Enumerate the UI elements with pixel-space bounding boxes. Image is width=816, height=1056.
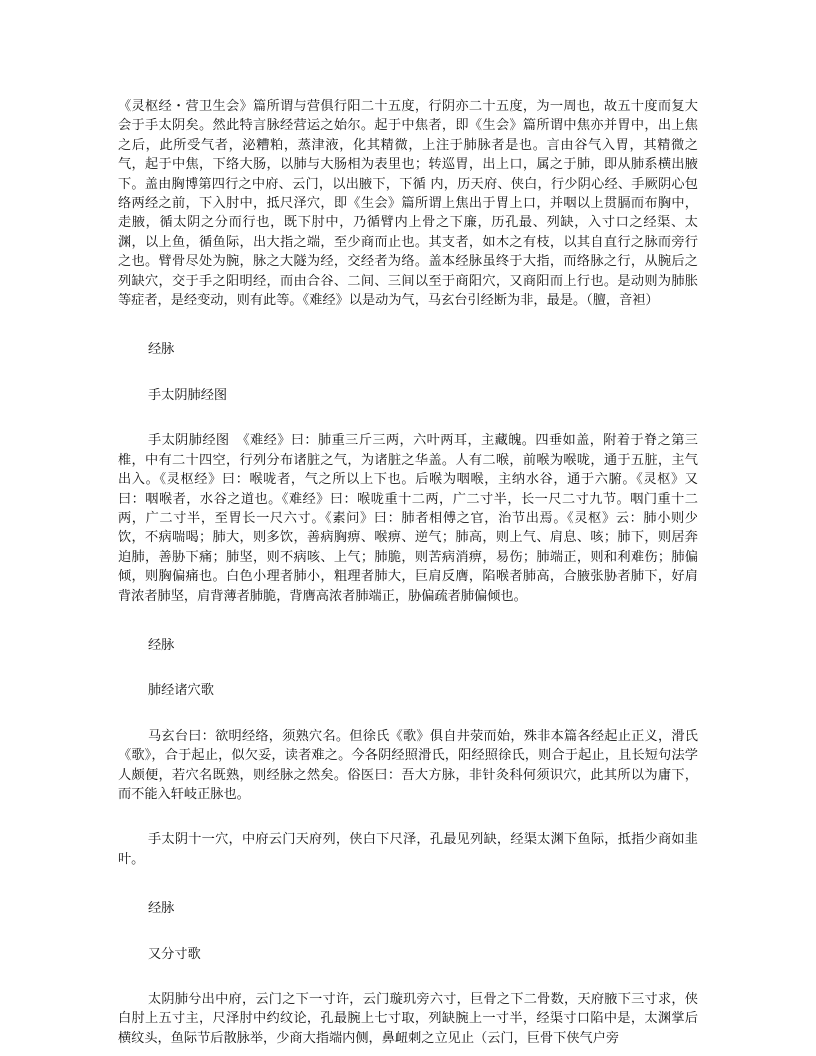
section-heading-measurement-song: 又分寸歌 — [148, 946, 201, 962]
section-heading-acupoint-song: 肺经诸穴歌 — [148, 683, 214, 699]
paragraph-eleven-points: 手太阴十一穴，中府云门天府列，侠白下尺泽，孔最见列缺，经渠太渊下鱼际，抵指少商如韭叶。 — [118, 832, 698, 867]
paragraph-lung-meridian: 手太阴肺经图 《难经》曰：肺重三斤三两，六叶两耳，主藏魄。四垂如盖，附着于脊之第三椎，中有二十四空，行列分布诸脏之气，为诸脏之华盖。人有二喉，前喉为喉咙，通于五脏，主气出入。《灵枢经》曰：喉咙者，气之所以上下也。后喉为咽喉，主纳水谷，通于六腑。《灵枢》又曰：咽喉者，水谷之道也。《难经》曰：喉咙重十二两，广二寸半，长一尺二寸九节。咽门重十二两，广二寸半，至胃长一尺六寸。《素问》曰：肺者相傅之官，治节出焉。《灵枢》云：肺小则少饮，不病喘喝；肺大，则多饮，善病胸痹、喉痹、逆气；肺高，则上气、肩息、咳；肺下，则居奔迫肺，善胁下痛；肺坚，则不病咳、上气；肺脆，则苦病消痹，易伤；肺端正，则和利难伤；肺偏倾，则胸偏痛也。白色小理者肺小，粗理者肺大，巨肩反膺，陷喉者肺高，合腋张胁者肺下，好肩背浓者肺坚，肩背薄者肺脆，背膺高浓者肺端正，胁偏疏者肺偏倾也。 — [118, 433, 698, 604]
section-heading-jingmai-1: 经脉 — [148, 342, 175, 358]
section-heading-jingmai-3: 经脉 — [148, 901, 175, 917]
paragraph-measurement-song: 太阴肺兮出中府，云门之下一寸许，云门璇玑旁六寸，巨骨之下二骨数，天府腋下三寸求，侠白肘上五寸主，尺泽肘中约纹论，孔最腕上七寸取，列缺腕上一寸半，经渠寸口陷中是，太渊掌后横纹头，鱼际节后散脉举，少商大指端内侧，鼻衄刺之立见止（云门，巨骨下侠气户旁 — [118, 992, 698, 1046]
section-heading-jingmai-2: 经脉 — [148, 637, 175, 653]
paragraph-ma-xuantai: 马玄台曰：欲明经络，须熟穴名。但徐氏《歌》俱自井荥而始，殊非本篇各经起止正义，滑氏《歌》，合于起止，似欠妥，读者难之。今各阴经照滑氏，阳经照徐氏，则合于起止，且长短句法学人颇便，若穴名既熟，则经脉之然矣。俗医曰：吾大方脉，非针灸科何须识穴，此其所以为庸下，而不能入轩岐正脉也。 — [118, 728, 698, 802]
section-heading-lung-meridian-figure: 手太阴肺经图 — [148, 387, 228, 403]
paragraph-intro: 《灵枢经・营卫生会》篇所谓与营俱行阳二十五度，行阴亦二十五度，为一周也，故五十度而复大会于手太阴矣。然此特言脉经营运之始尔。起于中焦者，即《生会》篇所谓中焦亦并胃中，出上焦之后，此所受气者，泌糟粕，蒸津液，化其精微，上注于肺脉者是也。言由谷气入胃，其精微之气，起于中焦，下络大肠，以肺与大肠相为表里也；转巡胃，出上口，属之于肺，即从肺系横出腋下。盖由胸博第四行之中府、云门，以出腋下，下循 内，历天府、侠白，行少阴心经、手厥阴心包络两经之前，下入肘中，抵尺泽穴，即《生会》篇所谓上焦出于胃上口，并咽以上贯膈而布胸中，走腋，循太阴之分而行也，既下肘中，乃循臂内上骨之下廉，历孔最、列缺，入寸口之经渠、太渊，以上鱼，循鱼际，出大指之端，至少商而止也。其支者，如木之有枝，以其自直行之脉而旁行之也。臂骨尽处为腕，脉之大隧为经，交经者为络。盖本经脉虽终于大指，而络脉之行，从腕后之列缺穴，交于手之阳明经，而由合谷、二间、三间以至于商阳穴，又商阳而上行也。是动则为肺胀等症者，是经变动，则有此等。《难经》以是动为气，马玄台引经断为非，最是。（膻，音袒） — [118, 99, 698, 309]
document-page — [118, 97, 698, 1048]
